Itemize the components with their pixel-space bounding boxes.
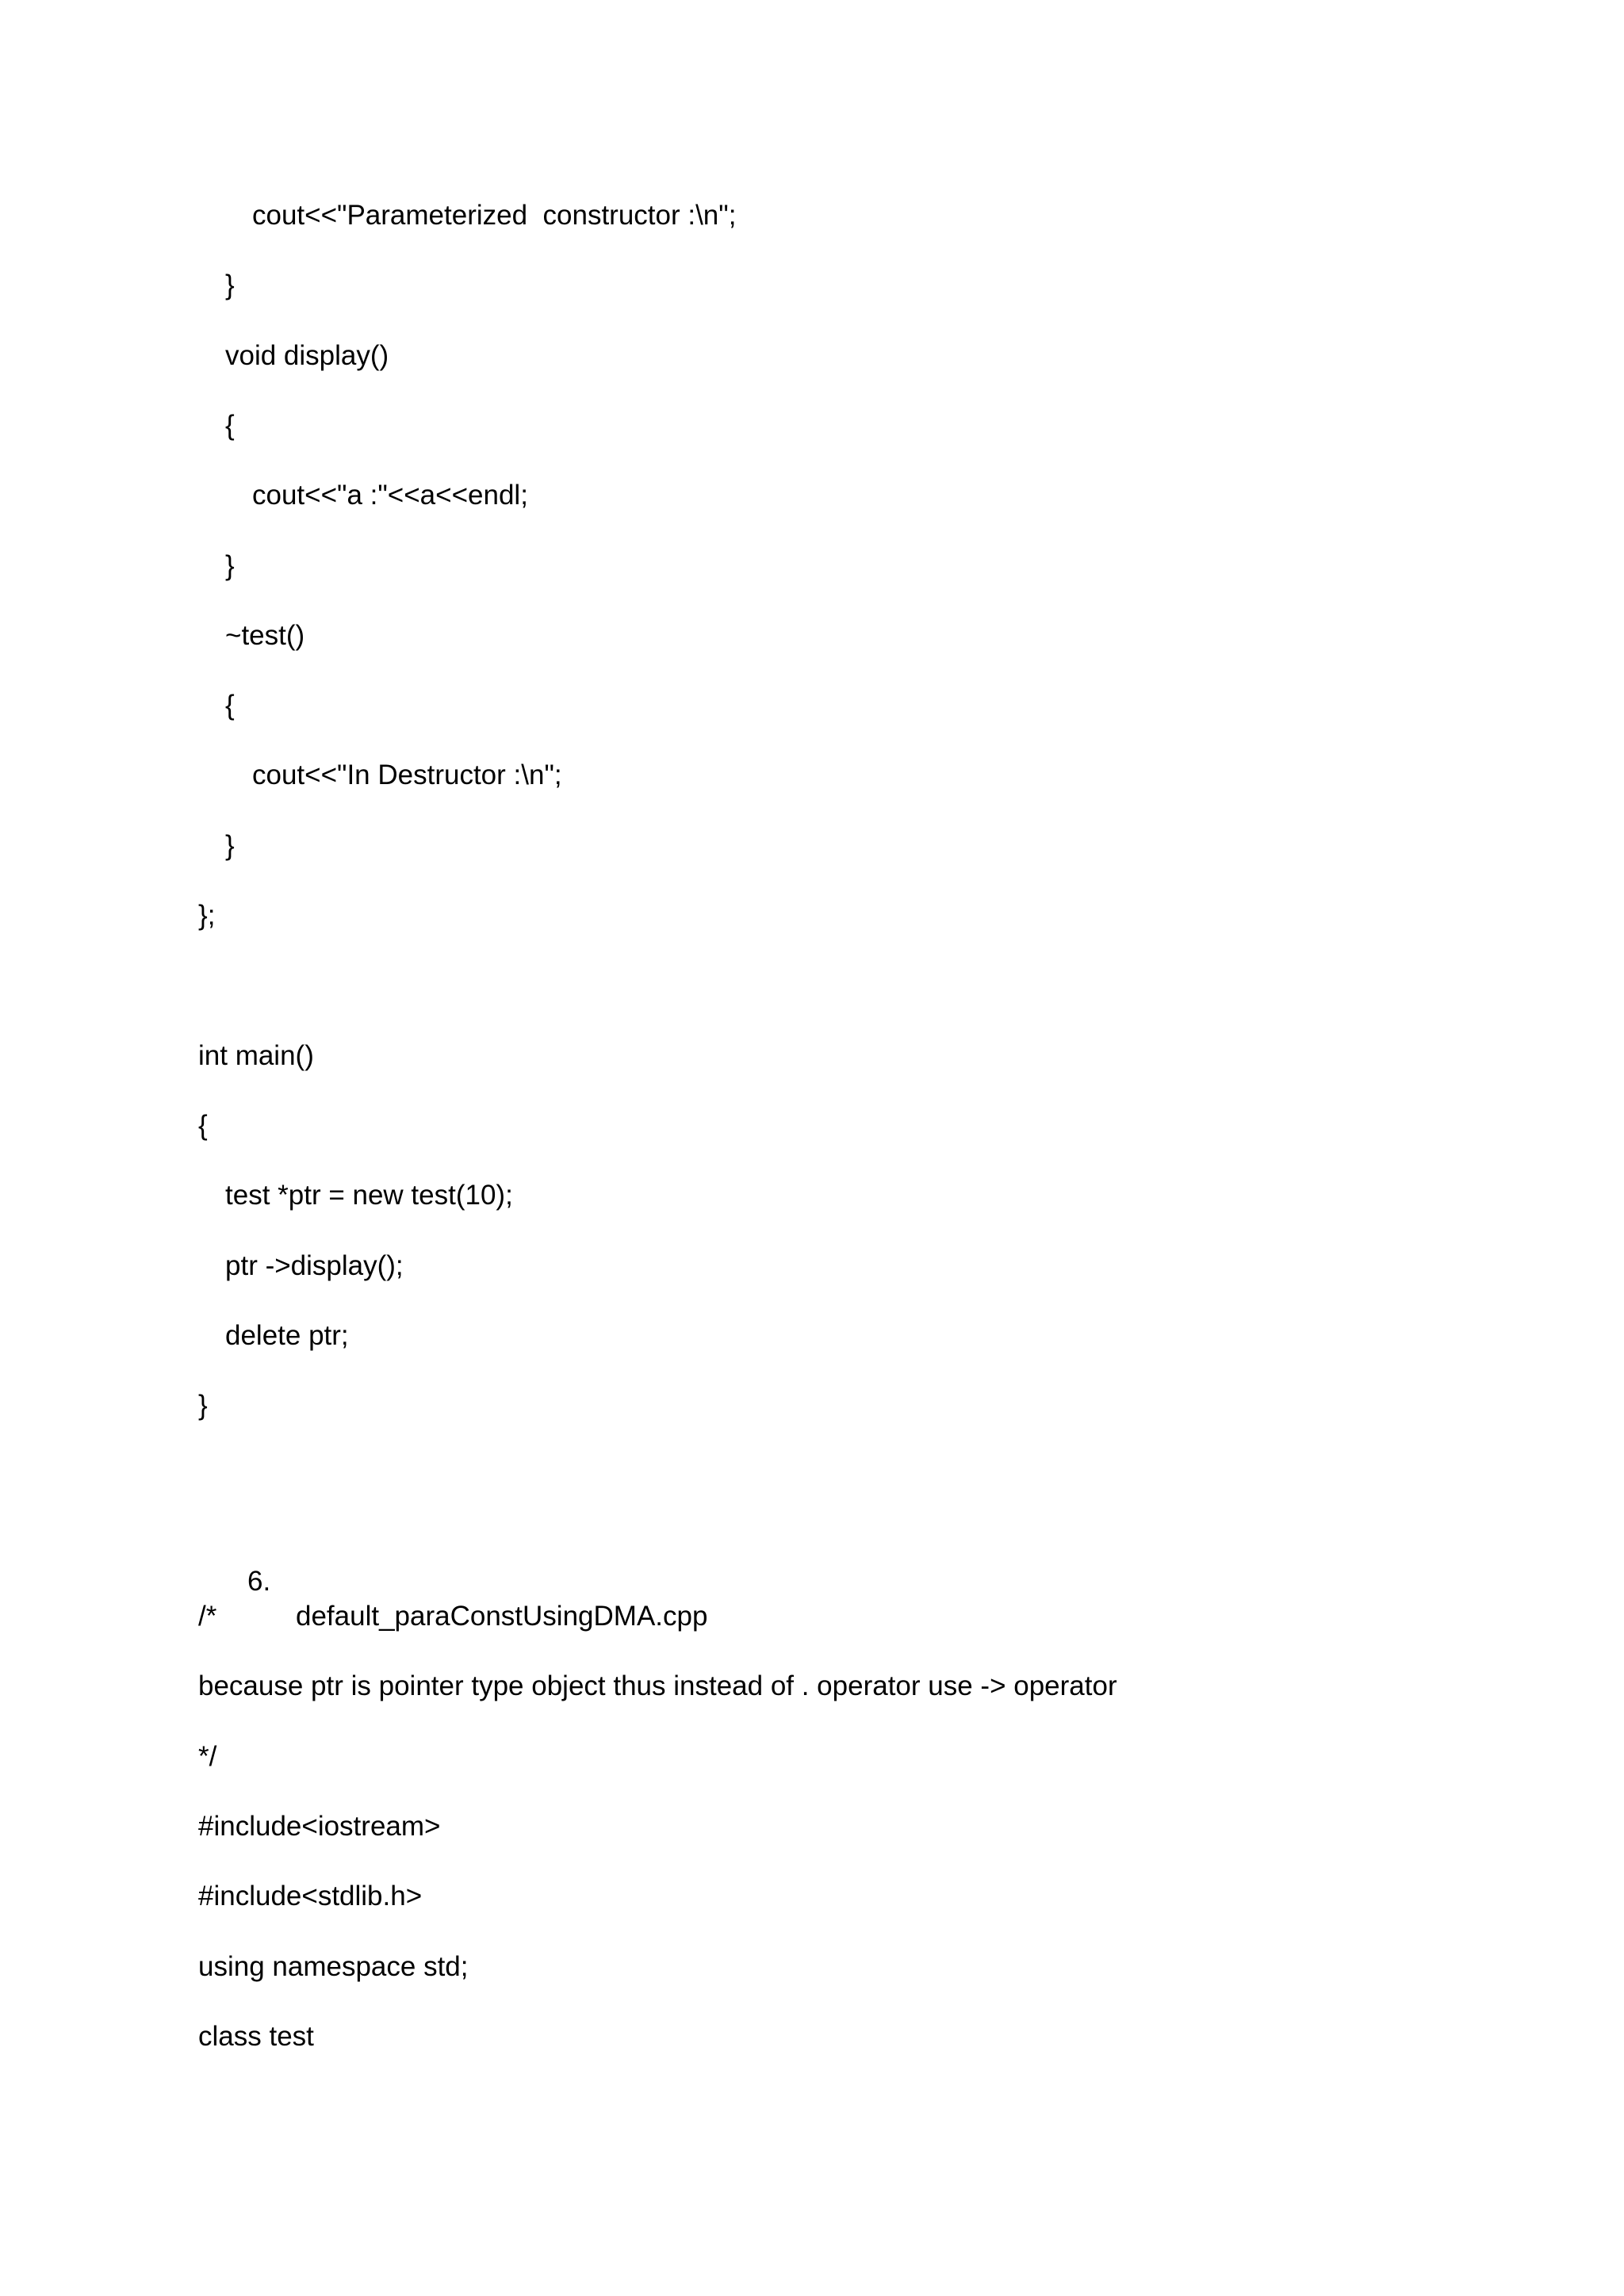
- top-line: int main(): [198, 1039, 314, 1071]
- top-line: ~test(): [225, 619, 305, 651]
- numbered-list-item: [0, 1529, 708, 1669]
- top-line: delete ptr;: [225, 1319, 349, 1351]
- top-line: cout<<"Parameterized constructor :\n";: [252, 200, 737, 231]
- top-line: {: [225, 409, 235, 441]
- bottom-line: using namespace std;: [198, 1950, 469, 1982]
- top-line: }: [225, 270, 235, 301]
- bottom-line: because ptr is pointer type object thus instead of . operator use -> operator: [198, 1670, 1117, 1702]
- top-line: }: [225, 829, 235, 861]
- list-item-number: 6.: [247, 1566, 271, 1597]
- top-line: }: [198, 1390, 208, 1422]
- top-line: test *ptr = new test(10);: [225, 1180, 513, 1211]
- bottom-line: #include<stdlib.h>: [198, 1881, 423, 1912]
- top-line: {: [198, 1109, 208, 1141]
- top-line: cout<<"a :"<<a<<endl;: [252, 480, 528, 511]
- top-line: void display(): [225, 339, 389, 371]
- bottom-line: class test: [198, 2020, 314, 2052]
- bottom-line: */: [198, 1740, 217, 1772]
- top-line: }: [225, 549, 235, 581]
- top-line: };: [198, 900, 216, 931]
- bottom-line: #include<iostream>: [198, 1810, 441, 1842]
- list-item-filename: default_paraConstUsingDMA.cpp: [296, 1601, 708, 1632]
- top-line: cout<<"In Destructor :\n";: [252, 760, 562, 791]
- bottom-line: /*: [198, 1601, 217, 1632]
- top-line: {: [225, 690, 235, 721]
- top-line: ptr ->display();: [225, 1249, 404, 1281]
